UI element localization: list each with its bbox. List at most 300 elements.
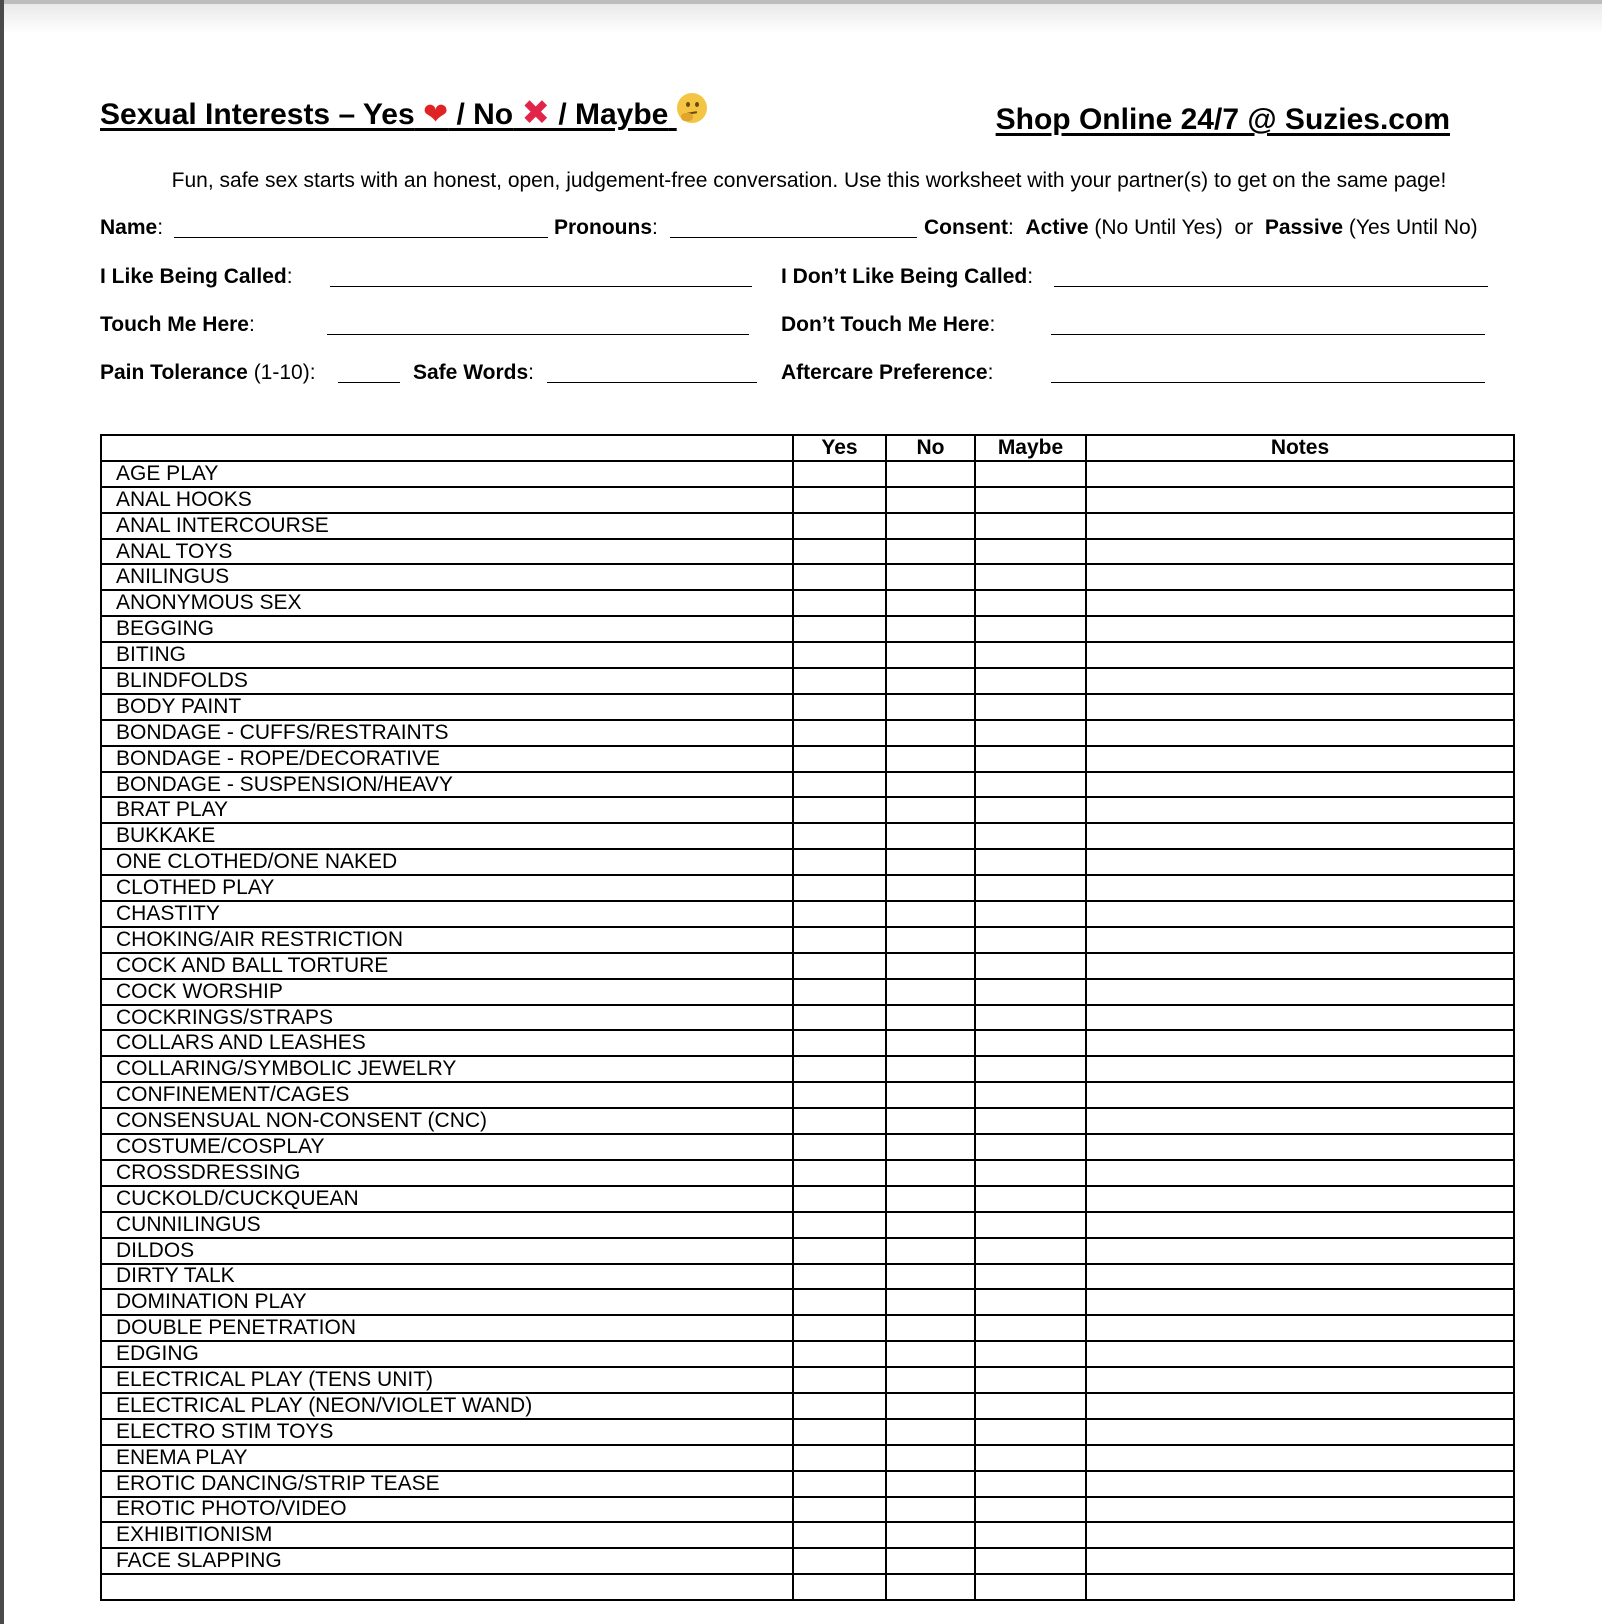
activity-cell: ELECTRICAL PLAY (TENS UNIT) bbox=[101, 1367, 793, 1393]
tagline: Fun, safe sex starts with an honest, open, judgement-free conversation. Use this worksheet with your partner(s) to get on the same page! bbox=[171, 169, 1447, 192]
maybe-cell[interactable] bbox=[975, 487, 1086, 513]
yes-cell[interactable] bbox=[793, 1005, 886, 1031]
notes-cell[interactable] bbox=[1086, 953, 1514, 979]
maybe-cell[interactable] bbox=[975, 1082, 1086, 1108]
consent-active-note: (No Until Yes) bbox=[1094, 216, 1223, 239]
table-row bbox=[101, 461, 1514, 487]
table-body bbox=[101, 461, 1514, 1600]
no-cell[interactable] bbox=[886, 1238, 975, 1264]
table-row bbox=[101, 1367, 1514, 1393]
maybe-cell[interactable] bbox=[975, 1264, 1086, 1290]
table-row bbox=[101, 1445, 1514, 1471]
yes-cell[interactable] bbox=[793, 1522, 886, 1548]
title-maybe-text: / Maybe bbox=[549, 98, 669, 131]
notes-cell[interactable] bbox=[1086, 1005, 1514, 1031]
table-row bbox=[101, 1471, 1514, 1497]
no-cell[interactable] bbox=[886, 564, 975, 590]
no-cell[interactable] bbox=[886, 590, 975, 616]
yes-cell[interactable] bbox=[793, 1186, 886, 1212]
notes-cell[interactable] bbox=[1086, 1186, 1514, 1212]
yes-cell[interactable] bbox=[793, 1341, 886, 1367]
maybe-cell[interactable] bbox=[975, 772, 1086, 798]
notes-cell[interactable] bbox=[1086, 1030, 1514, 1056]
notes-cell[interactable] bbox=[1086, 1497, 1514, 1523]
yes-cell[interactable] bbox=[793, 487, 886, 513]
table-row bbox=[101, 1548, 1514, 1574]
activity-cell: CUCKOLD/CUCKQUEAN bbox=[101, 1186, 793, 1212]
consent-or: or bbox=[1234, 216, 1254, 239]
yes-cell[interactable] bbox=[793, 1264, 886, 1290]
no-cell[interactable] bbox=[886, 797, 975, 823]
notes-cell[interactable] bbox=[1086, 746, 1514, 772]
no-cell[interactable] bbox=[886, 746, 975, 772]
table-row bbox=[101, 642, 1514, 668]
thinking-face-icon bbox=[677, 93, 707, 123]
no-cell[interactable] bbox=[886, 1082, 975, 1108]
maybe-cell[interactable] bbox=[975, 1393, 1086, 1419]
no-cell[interactable] bbox=[886, 1056, 975, 1082]
notes-cell[interactable] bbox=[1086, 564, 1514, 590]
activity-cell: CONSENSUAL NON-CONSENT (CNC) bbox=[101, 1108, 793, 1134]
pain-label-group bbox=[100, 361, 316, 385]
yes-cell[interactable] bbox=[793, 1056, 886, 1082]
maybe-cell[interactable] bbox=[975, 694, 1086, 720]
notes-cell[interactable] bbox=[1086, 539, 1514, 565]
aftercare-colon: : bbox=[987, 361, 994, 384]
maybe-cell[interactable] bbox=[975, 1108, 1086, 1134]
yes-cell[interactable] bbox=[793, 772, 886, 798]
consent-active-option[interactable]: Active bbox=[1025, 216, 1089, 239]
notes-cell[interactable] bbox=[1086, 720, 1514, 746]
notes-cell[interactable] bbox=[1086, 668, 1514, 694]
header-activity bbox=[101, 435, 793, 461]
table-row bbox=[101, 668, 1514, 694]
activity-cell: DIRTY TALK bbox=[101, 1264, 793, 1290]
table-row bbox=[101, 720, 1514, 746]
activity-cell: BONDAGE - CUFFS/RESTRAINTS bbox=[101, 720, 793, 746]
table-row bbox=[101, 539, 1514, 565]
table-row bbox=[101, 1030, 1514, 1056]
notes-cell[interactable] bbox=[1086, 1315, 1514, 1341]
like-called-field[interactable] bbox=[330, 286, 752, 287]
table-row bbox=[101, 1238, 1514, 1264]
header-notes: Notes bbox=[1086, 435, 1514, 461]
yes-cell[interactable] bbox=[793, 927, 886, 953]
yes-cell[interactable] bbox=[793, 849, 886, 875]
yes-cell[interactable] bbox=[793, 979, 886, 1005]
yes-cell[interactable] bbox=[793, 720, 886, 746]
no-cell[interactable] bbox=[886, 1005, 975, 1031]
notes-cell[interactable] bbox=[1086, 1289, 1514, 1315]
name-label-group bbox=[100, 216, 163, 240]
title-no-text: / No bbox=[448, 98, 514, 131]
yes-cell[interactable] bbox=[793, 1289, 886, 1315]
table-row bbox=[101, 1056, 1514, 1082]
maybe-cell[interactable] bbox=[975, 1212, 1086, 1238]
yes-cell[interactable] bbox=[793, 797, 886, 823]
maybe-cell[interactable] bbox=[975, 1186, 1086, 1212]
yes-cell[interactable] bbox=[793, 1471, 886, 1497]
maybe-cell[interactable] bbox=[975, 1134, 1086, 1160]
yes-cell[interactable] bbox=[793, 1393, 886, 1419]
maybe-cell[interactable] bbox=[975, 1419, 1086, 1445]
table-row bbox=[101, 1315, 1514, 1341]
dont-touch-field[interactable] bbox=[1051, 334, 1485, 335]
shop-link[interactable]: Shop Online 24/7 @ Suzies.com bbox=[995, 103, 1450, 136]
no-cell[interactable] bbox=[886, 1574, 975, 1600]
notes-cell[interactable] bbox=[1086, 1082, 1514, 1108]
header-maybe: Maybe bbox=[975, 435, 1086, 461]
notes-cell[interactable] bbox=[1086, 1419, 1514, 1445]
touch-label-group bbox=[100, 313, 255, 337]
notes-cell[interactable] bbox=[1086, 797, 1514, 823]
maybe-cell[interactable] bbox=[975, 1005, 1086, 1031]
activity-cell: ANAL TOYS bbox=[101, 539, 793, 565]
no-cell[interactable] bbox=[886, 1134, 975, 1160]
activity-cell: CHOKING/AIR RESTRICTION bbox=[101, 927, 793, 953]
maybe-cell[interactable] bbox=[975, 1548, 1086, 1574]
table-row bbox=[101, 590, 1514, 616]
name-colon: : bbox=[157, 216, 164, 239]
document-page bbox=[4, 4, 1602, 1624]
no-cell[interactable] bbox=[886, 1030, 975, 1056]
table-row bbox=[101, 927, 1514, 953]
no-cell[interactable] bbox=[886, 1393, 975, 1419]
maybe-cell[interactable] bbox=[975, 564, 1086, 590]
notes-cell[interactable] bbox=[1086, 1445, 1514, 1471]
notes-cell[interactable] bbox=[1086, 1548, 1514, 1574]
table-row bbox=[101, 1393, 1514, 1419]
no-cell[interactable] bbox=[886, 1367, 975, 1393]
consent-passive-option[interactable]: Passive bbox=[1264, 216, 1344, 239]
maybe-cell[interactable] bbox=[975, 1315, 1086, 1341]
maybe-cell[interactable] bbox=[975, 823, 1086, 849]
activity-cell: COCKRINGS/STRAPS bbox=[101, 1005, 793, 1031]
yes-cell[interactable] bbox=[793, 1082, 886, 1108]
dont-like-called-field[interactable] bbox=[1054, 286, 1488, 287]
table-row bbox=[101, 875, 1514, 901]
pronouns-colon: : bbox=[652, 216, 658, 239]
no-cell[interactable] bbox=[886, 1186, 975, 1212]
yes-cell[interactable] bbox=[793, 616, 886, 642]
maybe-cell[interactable] bbox=[975, 1497, 1086, 1523]
no-cell[interactable] bbox=[886, 823, 975, 849]
worksheet-title bbox=[100, 94, 707, 132]
notes-cell[interactable] bbox=[1086, 1264, 1514, 1290]
notes-cell[interactable] bbox=[1086, 1056, 1514, 1082]
notes-cell[interactable] bbox=[1086, 590, 1514, 616]
notes-cell[interactable] bbox=[1086, 901, 1514, 927]
activity-cell: ELECTRICAL PLAY (NEON/VIOLET WAND) bbox=[101, 1393, 793, 1419]
maybe-cell[interactable] bbox=[975, 461, 1086, 487]
no-cell[interactable] bbox=[886, 461, 975, 487]
notes-cell[interactable] bbox=[1086, 823, 1514, 849]
maybe-cell[interactable] bbox=[975, 1471, 1086, 1497]
yes-cell[interactable] bbox=[793, 1315, 886, 1341]
table-row bbox=[101, 1522, 1514, 1548]
table-row bbox=[101, 953, 1514, 979]
consent-group bbox=[924, 216, 1478, 240]
yes-cell[interactable] bbox=[793, 1238, 886, 1264]
table-row bbox=[101, 1082, 1514, 1108]
activity-cell: COCK WORSHIP bbox=[101, 979, 793, 1005]
notes-cell[interactable] bbox=[1086, 772, 1514, 798]
notes-cell[interactable] bbox=[1086, 979, 1514, 1005]
yes-cell[interactable] bbox=[793, 1574, 886, 1600]
yes-cell[interactable] bbox=[793, 1030, 886, 1056]
maybe-cell[interactable] bbox=[975, 849, 1086, 875]
table-row bbox=[101, 1264, 1514, 1290]
notes-cell[interactable] bbox=[1086, 1393, 1514, 1419]
safe-words-colon: : bbox=[528, 361, 534, 384]
yes-cell[interactable] bbox=[793, 539, 886, 565]
maybe-cell[interactable] bbox=[975, 1367, 1086, 1393]
yes-cell[interactable] bbox=[793, 953, 886, 979]
no-cell[interactable] bbox=[886, 1522, 975, 1548]
yes-cell[interactable] bbox=[793, 746, 886, 772]
no-cell[interactable] bbox=[886, 1497, 975, 1523]
notes-cell[interactable] bbox=[1086, 1341, 1514, 1367]
pronouns-field[interactable] bbox=[670, 237, 917, 238]
notes-cell[interactable] bbox=[1086, 513, 1514, 539]
no-cell[interactable] bbox=[886, 1212, 975, 1238]
no-cell[interactable] bbox=[886, 979, 975, 1005]
activity-cell: COCK AND BALL TORTURE bbox=[101, 953, 793, 979]
activity-cell: DOMINATION PLAY bbox=[101, 1289, 793, 1315]
yes-cell[interactable] bbox=[793, 1367, 886, 1393]
no-cell[interactable] bbox=[886, 1315, 975, 1341]
no-cell[interactable] bbox=[886, 901, 975, 927]
yes-cell[interactable] bbox=[793, 513, 886, 539]
activity-cell: BUKKAKE bbox=[101, 823, 793, 849]
maybe-cell[interactable] bbox=[975, 616, 1086, 642]
activity-cell: EDGING bbox=[101, 1341, 793, 1367]
yes-cell[interactable] bbox=[793, 1497, 886, 1523]
notes-cell[interactable] bbox=[1086, 1238, 1514, 1264]
activity-cell: EXHIBITIONISM bbox=[101, 1522, 793, 1548]
maybe-cell[interactable] bbox=[975, 1289, 1086, 1315]
touch-label: Touch Me Here bbox=[100, 313, 249, 336]
activity-cell: EROTIC DANCING/STRIP TEASE bbox=[101, 1471, 793, 1497]
maybe-cell[interactable] bbox=[975, 746, 1086, 772]
touch-field[interactable] bbox=[327, 334, 749, 335]
table-row bbox=[101, 564, 1514, 590]
no-cell[interactable] bbox=[886, 720, 975, 746]
yes-cell[interactable] bbox=[793, 668, 886, 694]
notes-cell[interactable] bbox=[1086, 875, 1514, 901]
notes-cell[interactable] bbox=[1086, 1134, 1514, 1160]
safe-words-label-group bbox=[413, 361, 534, 385]
yes-cell[interactable] bbox=[793, 1160, 886, 1186]
activity-cell bbox=[101, 1574, 793, 1600]
table-row bbox=[101, 1574, 1514, 1600]
activity-cell: ANAL HOOKS bbox=[101, 487, 793, 513]
notes-cell[interactable] bbox=[1086, 1108, 1514, 1134]
heart-icon: ❤ bbox=[423, 98, 449, 131]
activity-cell: ANILINGUS bbox=[101, 564, 793, 590]
activity-cell: CHASTITY bbox=[101, 901, 793, 927]
pronouns-label: Pronouns bbox=[554, 216, 652, 239]
no-cell[interactable] bbox=[886, 1548, 975, 1574]
dont-touch-colon: : bbox=[989, 313, 996, 336]
dont-touch-label: Don’t Touch Me Here bbox=[781, 313, 990, 336]
activity-cell: COLLARS AND LEASHES bbox=[101, 1030, 793, 1056]
yes-cell[interactable] bbox=[793, 875, 886, 901]
yes-cell[interactable] bbox=[793, 642, 886, 668]
no-cell[interactable] bbox=[886, 1264, 975, 1290]
no-cell[interactable] bbox=[886, 1341, 975, 1367]
no-cell[interactable] bbox=[886, 1445, 975, 1471]
no-cell[interactable] bbox=[886, 1160, 975, 1186]
activity-cell: CLOTHED PLAY bbox=[101, 875, 793, 901]
notes-cell[interactable] bbox=[1086, 1212, 1514, 1238]
maybe-cell[interactable] bbox=[975, 953, 1086, 979]
no-cell[interactable] bbox=[886, 1471, 975, 1497]
maybe-cell[interactable] bbox=[975, 875, 1086, 901]
activity-cell: CUNNILINGUS bbox=[101, 1212, 793, 1238]
yes-cell[interactable] bbox=[793, 1108, 886, 1134]
no-cell[interactable] bbox=[886, 694, 975, 720]
notes-cell[interactable] bbox=[1086, 1574, 1514, 1600]
pain-label: Pain Tolerance bbox=[100, 361, 248, 384]
no-cell[interactable] bbox=[886, 1419, 975, 1445]
no-cell[interactable] bbox=[886, 668, 975, 694]
maybe-cell[interactable] bbox=[975, 979, 1086, 1005]
yes-cell[interactable] bbox=[793, 823, 886, 849]
no-cell[interactable] bbox=[886, 1289, 975, 1315]
maybe-cell[interactable] bbox=[975, 1238, 1086, 1264]
notes-cell[interactable] bbox=[1086, 642, 1514, 668]
notes-cell[interactable] bbox=[1086, 1367, 1514, 1393]
safe-words-field[interactable] bbox=[547, 382, 757, 383]
maybe-cell[interactable] bbox=[975, 1056, 1086, 1082]
maybe-cell[interactable] bbox=[975, 901, 1086, 927]
title-text: Sexual Interests – Yes bbox=[100, 98, 415, 131]
no-cell[interactable] bbox=[886, 772, 975, 798]
notes-cell[interactable] bbox=[1086, 461, 1514, 487]
no-cell[interactable] bbox=[886, 487, 975, 513]
maybe-cell[interactable] bbox=[975, 1160, 1086, 1186]
maybe-cell[interactable] bbox=[975, 1030, 1086, 1056]
yes-cell[interactable] bbox=[793, 1134, 886, 1160]
name-field[interactable] bbox=[174, 237, 548, 238]
table-row bbox=[101, 797, 1514, 823]
aftercare-label-group bbox=[781, 361, 993, 385]
activity-cell: BRAT PLAY bbox=[101, 797, 793, 823]
pronouns-label-group bbox=[554, 216, 658, 240]
maybe-cell[interactable] bbox=[975, 668, 1086, 694]
notes-cell[interactable] bbox=[1086, 487, 1514, 513]
no-cell[interactable] bbox=[886, 953, 975, 979]
activity-cell: ONE CLOTHED/ONE NAKED bbox=[101, 849, 793, 875]
yes-cell[interactable] bbox=[793, 694, 886, 720]
notes-cell[interactable] bbox=[1086, 1471, 1514, 1497]
table-row bbox=[101, 772, 1514, 798]
yes-cell[interactable] bbox=[793, 1548, 886, 1574]
activity-cell: FACE SLAPPING bbox=[101, 1548, 793, 1574]
activity-cell: AGE PLAY bbox=[101, 461, 793, 487]
maybe-cell[interactable] bbox=[975, 1574, 1086, 1600]
table-row bbox=[101, 746, 1514, 772]
pain-range: (1-10) bbox=[253, 361, 310, 384]
aftercare-field[interactable] bbox=[1051, 382, 1485, 383]
activity-cell: BLINDFOLDS bbox=[101, 668, 793, 694]
notes-cell[interactable] bbox=[1086, 694, 1514, 720]
no-cell[interactable] bbox=[886, 539, 975, 565]
activity-cell: ANONYMOUS SEX bbox=[101, 590, 793, 616]
table-row bbox=[101, 1341, 1514, 1367]
no-cell[interactable] bbox=[886, 927, 975, 953]
activity-cell: ENEMA PLAY bbox=[101, 1445, 793, 1471]
notes-cell[interactable] bbox=[1086, 927, 1514, 953]
maybe-cell[interactable] bbox=[975, 1445, 1086, 1471]
dont-like-called-label: I Don’t Like Being Called bbox=[781, 265, 1028, 288]
notes-cell[interactable] bbox=[1086, 849, 1514, 875]
maybe-cell[interactable] bbox=[975, 720, 1086, 746]
activity-cell: BODY PAINT bbox=[101, 694, 793, 720]
no-cell[interactable] bbox=[886, 642, 975, 668]
no-cell[interactable] bbox=[886, 616, 975, 642]
cross-icon: ✖ bbox=[521, 94, 550, 132]
maybe-cell[interactable] bbox=[975, 927, 1086, 953]
consent-passive-note: (Yes Until No) bbox=[1348, 216, 1478, 239]
notes-cell[interactable] bbox=[1086, 1160, 1514, 1186]
table-row bbox=[101, 513, 1514, 539]
like-called-colon: : bbox=[286, 265, 293, 288]
activity-cell: DILDOS bbox=[101, 1238, 793, 1264]
table-row bbox=[101, 1289, 1514, 1315]
yes-cell[interactable] bbox=[793, 901, 886, 927]
header-no: No bbox=[886, 435, 975, 461]
yes-cell[interactable] bbox=[793, 564, 886, 590]
maybe-cell[interactable] bbox=[975, 513, 1086, 539]
table-row bbox=[101, 1212, 1514, 1238]
maybe-cell[interactable] bbox=[975, 642, 1086, 668]
table-row bbox=[101, 1419, 1514, 1445]
activity-cell: BONDAGE - ROPE/DECORATIVE bbox=[101, 746, 793, 772]
name-label: Name bbox=[100, 216, 158, 239]
no-cell[interactable] bbox=[886, 875, 975, 901]
pain-field[interactable] bbox=[338, 382, 400, 383]
table-row bbox=[101, 1160, 1514, 1186]
notes-cell[interactable] bbox=[1086, 1522, 1514, 1548]
notes-cell[interactable] bbox=[1086, 616, 1514, 642]
maybe-cell[interactable] bbox=[975, 539, 1086, 565]
maybe-cell[interactable] bbox=[975, 1341, 1086, 1367]
table-row bbox=[101, 823, 1514, 849]
no-cell[interactable] bbox=[886, 513, 975, 539]
consent-colon: : bbox=[1008, 216, 1014, 239]
maybe-cell[interactable] bbox=[975, 590, 1086, 616]
table-header-row bbox=[101, 435, 1514, 461]
yes-cell[interactable] bbox=[793, 1419, 886, 1445]
table-row bbox=[101, 1108, 1514, 1134]
yes-cell[interactable] bbox=[793, 1445, 886, 1471]
maybe-cell[interactable] bbox=[975, 1522, 1086, 1548]
activity-cell: ELECTRO STIM TOYS bbox=[101, 1419, 793, 1445]
consent-label: Consent bbox=[924, 216, 1008, 239]
activity-cell: DOUBLE PENETRATION bbox=[101, 1315, 793, 1341]
like-called-label: I Like Being Called bbox=[100, 265, 287, 288]
activity-cell: BITING bbox=[101, 642, 793, 668]
yes-cell[interactable] bbox=[793, 590, 886, 616]
no-cell[interactable] bbox=[886, 849, 975, 875]
maybe-cell[interactable] bbox=[975, 797, 1086, 823]
dont-like-called-label-group bbox=[781, 265, 1033, 289]
yes-cell[interactable] bbox=[793, 461, 886, 487]
yes-cell[interactable] bbox=[793, 1212, 886, 1238]
no-cell[interactable] bbox=[886, 1108, 975, 1134]
